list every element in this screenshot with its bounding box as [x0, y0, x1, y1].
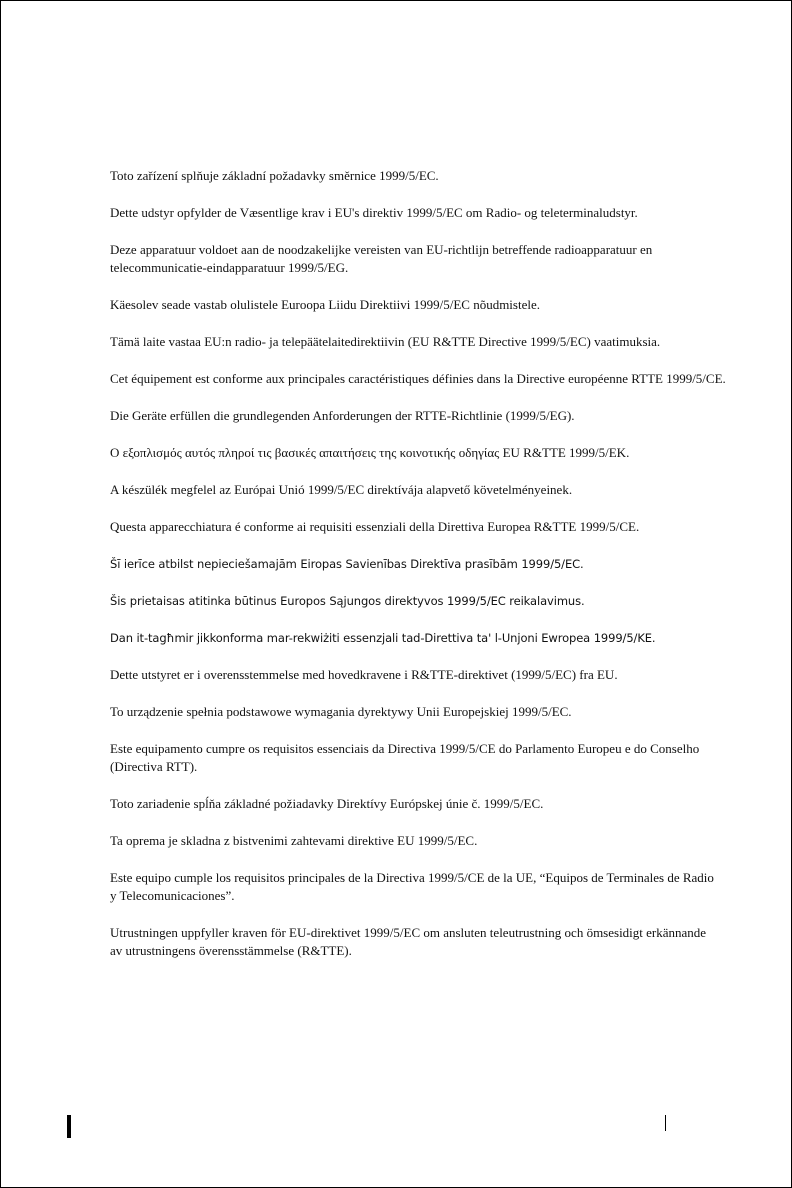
statement-el	[110, 444, 740, 462]
statement-line: Utrustningen uppfyller kraven för EU-direktivet 1999/5/EC om ansluten teleutrustning och ömsesidigt erkännande	[110, 925, 707, 940]
statement-mt	[110, 629, 740, 647]
statement-it	[110, 518, 740, 536]
statement-line: (Directiva RTT).	[110, 759, 198, 774]
statement-line: Ο εξοπλισμός αυτός πληροί τις βασικές απαιτήσεις της κοινοτικής οδηγίας EU R&TTE 1999/5/EK.	[110, 445, 630, 460]
statement-lt	[110, 592, 740, 610]
statement-nl	[110, 241, 740, 277]
compliance-statements	[110, 167, 740, 979]
statement-da	[110, 204, 740, 222]
statement-line: telecommunicatie-eindapparatuur 1999/5/EG.	[110, 260, 349, 275]
statement-line: av utrustningens överensstämmelse (R&TTE).	[110, 943, 352, 958]
statement-lv	[110, 555, 740, 573]
statement-fr	[110, 370, 740, 388]
page-edge-marker-right	[665, 1115, 666, 1131]
statement-line: A készülék megfelel az Európai Unió 1999/5/EC direktívája alapvető követelményeinek.	[110, 482, 573, 497]
statement-line: Toto zařízení splňuje základní požadavky směrnice 1999/5/EC.	[110, 168, 439, 183]
statement-line: Este equipo cumple los requisitos principales de la Directiva 1999/5/CE de la UE, “Equipos de Terminales de Radio	[110, 870, 714, 885]
statement-line: Dette utstyret er i overensstemmelse med hovedkravene i R&TTE-direktivet (1999/5/EC) fra EU.	[110, 667, 618, 682]
statement-line: Ta oprema je skladna z bistvenimi zahtevami direktive EU 1999/5/EC.	[110, 833, 478, 848]
statement-cs	[110, 167, 740, 185]
statement-line: Dan it-tagħmir jikkonforma mar-rekwiżiti essenzjali tad-Direttiva ta' l-Unjoni Ewropea 1999/5/KE.	[110, 631, 656, 645]
statement-line: Este equipamento cumpre os requisitos essenciais da Directiva 1999/5/CE do Parlamento Europeu e do Conselho	[110, 741, 700, 756]
statement-line: Šis prietaisas atitinka būtinus Europos Sąjungos direktyvos 1999/5/EC reikalavimus.	[110, 594, 585, 608]
statement-line: To urządzenie spełnia podstawowe wymagania dyrektywy Unii Europejskiej 1999/5/EC.	[110, 704, 572, 719]
statement-line: y Telecomunicaciones”.	[110, 888, 235, 903]
statement-line: Toto zariadenie spĺňa základné požiadavky Direktívy Európskej únie č. 1999/5/EC.	[110, 796, 544, 811]
statement-es	[110, 869, 740, 905]
statement-sl	[110, 832, 740, 850]
statement-sk	[110, 795, 740, 813]
statement-de	[110, 407, 740, 425]
statement-line: Deze apparatuur voldoet aan de noodzakelijke vereisten van EU-richtlijn betreffende radioapparatuur en	[110, 242, 653, 257]
statement-line: Questa apparecchiatura é conforme ai requisiti essenziali della Direttiva Europea R&TTE 1999/5/CE.	[110, 519, 640, 534]
statement-line: Tämä laite vastaa EU:n radio- ja telepäätelaitedirektiivin (EU R&TTE Directive 1999/5/EC) vaatimuksia.	[110, 334, 661, 349]
statement-no	[110, 666, 740, 684]
statement-hu	[110, 481, 740, 499]
statement-line: Käesolev seade vastab olulistele Euroopa Liidu Direktiivi 1999/5/EC nõudmistele.	[110, 297, 540, 312]
statement-pl	[110, 703, 740, 721]
statement-line: Die Geräte erfüllen die grundlegenden Anforderungen der RTTE-Richtlinie (1999/5/EG).	[110, 408, 575, 423]
statement-line: Cet équipement est conforme aux principales caractéristiques définies dans la Directive européenne RTTE 1999/5/CE.	[110, 371, 726, 386]
statement-line: Šī ierīce atbilst nepieciešamajām Eiropas Savienības Direktīva prasībām 1999/5/EC.	[110, 557, 584, 571]
statement-line: Dette udstyr opfylder de Væsentlige krav i EU's direktiv 1999/5/EC om Radio- og teleterminaludstyr.	[110, 205, 638, 220]
statement-pt	[110, 740, 740, 776]
statement-fi	[110, 333, 740, 351]
page-edge-marker-left	[67, 1115, 71, 1138]
statement-et	[110, 296, 740, 314]
statement-sv	[110, 924, 740, 960]
